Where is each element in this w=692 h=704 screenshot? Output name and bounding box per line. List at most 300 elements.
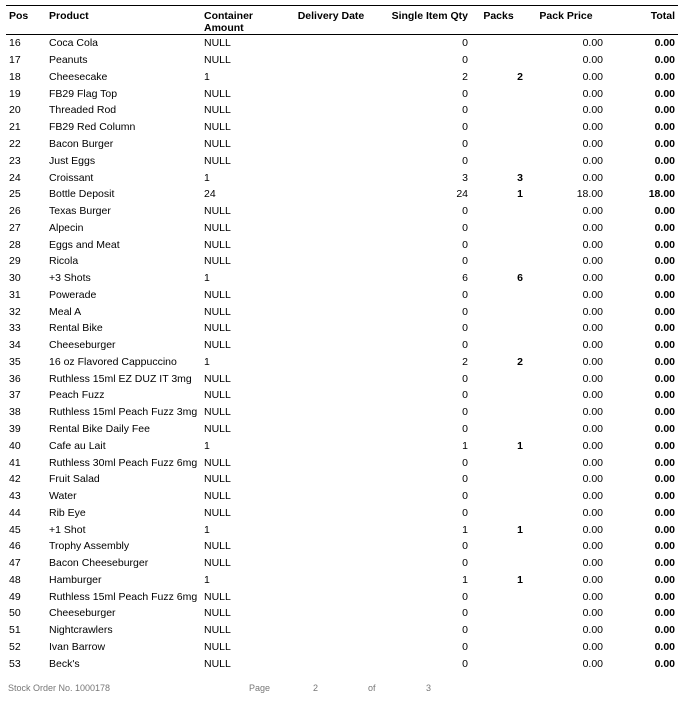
cell-pos: 41 bbox=[9, 456, 21, 469]
table-row bbox=[6, 454, 678, 471]
col-header-pos: Pos bbox=[6, 6, 46, 35]
cell-pack-price: 0.00 bbox=[582, 221, 603, 234]
cell-product: Croissant bbox=[49, 171, 94, 184]
cell-single-item-qty: 0 bbox=[462, 54, 468, 67]
cell-single-item-qty: 0 bbox=[462, 657, 468, 670]
cell-pack-price: 0.00 bbox=[582, 87, 603, 100]
cell-packs bbox=[471, 454, 526, 471]
cell-pack-price: 0.00 bbox=[582, 70, 603, 83]
cell-packs bbox=[471, 303, 526, 320]
cell-total: 0.00 bbox=[654, 439, 675, 452]
cell-packs bbox=[471, 538, 526, 555]
cell-pack-price: 0.00 bbox=[582, 473, 603, 486]
cell-product: Cheeseburger bbox=[49, 339, 116, 352]
table-row bbox=[6, 504, 678, 521]
table-row bbox=[6, 320, 678, 337]
table-row bbox=[6, 622, 678, 639]
cell-single-item-qty: 0 bbox=[462, 137, 468, 150]
cell-pos: 22 bbox=[9, 137, 21, 150]
cell-total: 0.00 bbox=[654, 205, 675, 218]
cell-pos: 26 bbox=[9, 205, 21, 218]
cell-packs bbox=[471, 85, 526, 102]
cell-pack-price: 0.00 bbox=[582, 171, 603, 184]
cell-pack-price: 0.00 bbox=[582, 288, 603, 301]
cell-single-item-qty: 0 bbox=[462, 540, 468, 553]
cell-delivery-date bbox=[291, 186, 371, 203]
cell-pack-price: 0.00 bbox=[582, 255, 603, 268]
table-row bbox=[6, 169, 678, 186]
col-header-total: Total bbox=[606, 6, 678, 35]
cell-packs bbox=[471, 286, 526, 303]
cell-pos: 42 bbox=[9, 473, 21, 486]
cell-single-item-qty: 24 bbox=[456, 188, 468, 201]
cell-total: 0.00 bbox=[654, 137, 675, 150]
cell-product: Meal A bbox=[49, 305, 82, 318]
cell-pack-price: 0.00 bbox=[582, 506, 603, 519]
cell-delivery-date bbox=[291, 136, 371, 153]
cell-pos: 49 bbox=[9, 590, 21, 603]
cell-container-amount: NULL bbox=[204, 406, 231, 419]
cell-single-item-qty: 0 bbox=[462, 456, 468, 469]
cell-pack-price: 0.00 bbox=[582, 389, 603, 402]
table-row bbox=[6, 186, 678, 203]
cell-delivery-date bbox=[291, 555, 371, 572]
cell-packs bbox=[471, 421, 526, 438]
table-row bbox=[6, 521, 678, 538]
cell-single-item-qty: 0 bbox=[462, 389, 468, 402]
cell-pack-price: 0.00 bbox=[582, 372, 603, 385]
cell-single-item-qty: 0 bbox=[462, 288, 468, 301]
cell-total: 0.00 bbox=[654, 87, 675, 100]
cell-pos: 18 bbox=[9, 70, 21, 83]
cell-pos: 51 bbox=[9, 624, 21, 637]
cell-delivery-date bbox=[291, 639, 371, 656]
table-row bbox=[6, 471, 678, 488]
cell-container-amount: 24 bbox=[204, 188, 216, 201]
cell-delivery-date bbox=[291, 370, 371, 387]
cell-pos: 35 bbox=[9, 355, 21, 368]
cell-pack-price: 0.00 bbox=[582, 540, 603, 553]
table-row bbox=[6, 85, 678, 102]
cell-pos: 52 bbox=[9, 640, 21, 653]
cell-single-item-qty: 0 bbox=[462, 490, 468, 503]
cell-container-amount: NULL bbox=[204, 372, 231, 385]
cell-delivery-date bbox=[291, 169, 371, 186]
cell-total: 0.00 bbox=[654, 540, 675, 553]
cell-single-item-qty: 2 bbox=[462, 70, 468, 83]
cell-pack-price: 0.00 bbox=[582, 557, 603, 570]
cell-single-item-qty: 0 bbox=[462, 322, 468, 335]
cell-pack-price: 0.00 bbox=[582, 322, 603, 335]
cell-single-item-qty: 0 bbox=[462, 121, 468, 134]
cell-pos: 32 bbox=[9, 305, 21, 318]
cell-pos: 23 bbox=[9, 154, 21, 167]
table-row bbox=[6, 488, 678, 505]
cell-pos: 37 bbox=[9, 389, 21, 402]
cell-pos: 25 bbox=[9, 188, 21, 201]
cell-delivery-date bbox=[291, 219, 371, 236]
cell-product: Hamburger bbox=[49, 573, 102, 586]
cell-container-amount: NULL bbox=[204, 87, 231, 100]
table-row bbox=[6, 236, 678, 253]
cell-container-amount: NULL bbox=[204, 205, 231, 218]
col-header-container-amount: Container Amount bbox=[201, 6, 291, 35]
cell-single-item-qty: 1 bbox=[462, 573, 468, 586]
cell-delivery-date bbox=[291, 354, 371, 371]
cell-product: Just Eggs bbox=[49, 154, 96, 167]
cell-single-item-qty: 0 bbox=[462, 339, 468, 352]
col-header-delivery-date: Delivery Date bbox=[291, 6, 371, 35]
cell-pos: 47 bbox=[9, 557, 21, 570]
cell-pack-price: 0.00 bbox=[582, 205, 603, 218]
cell-delivery-date bbox=[291, 622, 371, 639]
cell-total: 0.00 bbox=[654, 154, 675, 167]
cell-pack-price: 0.00 bbox=[582, 104, 603, 117]
cell-pack-price: 0.00 bbox=[582, 305, 603, 318]
cell-total: 0.00 bbox=[654, 70, 675, 83]
table-row bbox=[6, 354, 678, 371]
cell-pack-price: 0.00 bbox=[582, 590, 603, 603]
table-row bbox=[6, 538, 678, 555]
table-row bbox=[6, 370, 678, 387]
cell-total: 18.00 bbox=[648, 188, 675, 201]
cell-packs: 6 bbox=[517, 272, 523, 285]
cell-pos: 16 bbox=[9, 37, 21, 50]
cell-container-amount: NULL bbox=[204, 238, 231, 251]
cell-pos: 31 bbox=[9, 288, 21, 301]
cell-product: Trophy Assembly bbox=[49, 540, 130, 553]
cell-product: FB29 Flag Top bbox=[49, 87, 118, 100]
cell-pos: 45 bbox=[9, 523, 21, 536]
cell-container-amount: NULL bbox=[204, 490, 231, 503]
order-items-table bbox=[6, 5, 678, 672]
table-row bbox=[6, 437, 678, 454]
cell-delivery-date bbox=[291, 286, 371, 303]
cell-pack-price: 0.00 bbox=[582, 238, 603, 251]
cell-pos: 43 bbox=[9, 490, 21, 503]
cell-total: 0.00 bbox=[654, 506, 675, 519]
cell-packs: 2 bbox=[517, 70, 523, 83]
cell-total: 0.00 bbox=[654, 406, 675, 419]
cell-product: +3 Shots bbox=[49, 272, 91, 285]
cell-pos: 36 bbox=[9, 372, 21, 385]
cell-pack-price: 0.00 bbox=[582, 657, 603, 670]
cell-product: Bottle Deposit bbox=[49, 188, 115, 201]
cell-packs bbox=[471, 622, 526, 639]
page-number: 2 bbox=[313, 683, 319, 693]
cell-single-item-qty: 1 bbox=[462, 523, 468, 536]
cell-delivery-date bbox=[291, 52, 371, 69]
cell-product: Texas Burger bbox=[49, 205, 111, 218]
cell-single-item-qty: 0 bbox=[462, 87, 468, 100]
cell-pos: 34 bbox=[9, 339, 21, 352]
cell-delivery-date bbox=[291, 538, 371, 555]
table-row bbox=[6, 605, 678, 622]
of-label: of bbox=[368, 683, 376, 693]
cell-total: 0.00 bbox=[654, 657, 675, 670]
cell-pack-price: 0.00 bbox=[582, 607, 603, 620]
cell-pos: 44 bbox=[9, 506, 21, 519]
cell-delivery-date bbox=[291, 85, 371, 102]
cell-pack-price: 18.00 bbox=[576, 188, 603, 201]
table-row bbox=[6, 119, 678, 136]
cell-total: 0.00 bbox=[654, 640, 675, 653]
cell-product: Cheesecake bbox=[49, 70, 108, 83]
cell-packs bbox=[471, 136, 526, 153]
cell-pack-price: 0.00 bbox=[582, 272, 603, 285]
cell-single-item-qty: 0 bbox=[462, 590, 468, 603]
cell-product: Cafe au Lait bbox=[49, 439, 106, 452]
cell-container-amount: NULL bbox=[204, 624, 231, 637]
cell-product: Powerade bbox=[49, 288, 97, 301]
cell-total: 0.00 bbox=[654, 171, 675, 184]
cell-delivery-date bbox=[291, 471, 371, 488]
cell-packs bbox=[471, 119, 526, 136]
page-footer bbox=[8, 683, 688, 697]
cell-product: Coca Cola bbox=[49, 37, 99, 50]
cell-total: 0.00 bbox=[654, 389, 675, 402]
table-row bbox=[6, 69, 678, 86]
cell-pos: 24 bbox=[9, 171, 21, 184]
cell-container-amount: NULL bbox=[204, 305, 231, 318]
cell-packs bbox=[471, 605, 526, 622]
table-row bbox=[6, 639, 678, 656]
cell-product: +1 Shot bbox=[49, 523, 86, 536]
table-row bbox=[6, 136, 678, 153]
cell-packs bbox=[471, 370, 526, 387]
cell-pack-price: 0.00 bbox=[582, 624, 603, 637]
cell-packs bbox=[471, 35, 526, 52]
cell-pos: 38 bbox=[9, 406, 21, 419]
cell-total: 0.00 bbox=[654, 255, 675, 268]
cell-delivery-date bbox=[291, 152, 371, 169]
cell-container-amount: NULL bbox=[204, 540, 231, 553]
cell-packs: 1 bbox=[517, 573, 523, 586]
cell-delivery-date bbox=[291, 270, 371, 287]
cell-pos: 48 bbox=[9, 573, 21, 586]
cell-container-amount: NULL bbox=[204, 456, 231, 469]
cell-container-amount: 1 bbox=[204, 355, 210, 368]
table-row bbox=[6, 219, 678, 236]
table-row bbox=[6, 555, 678, 572]
cell-total: 0.00 bbox=[654, 37, 675, 50]
cell-container-amount: 1 bbox=[204, 439, 210, 452]
cell-delivery-date bbox=[291, 203, 371, 220]
cell-pack-price: 0.00 bbox=[582, 339, 603, 352]
cell-container-amount: NULL bbox=[204, 121, 231, 134]
cell-delivery-date bbox=[291, 35, 371, 52]
cell-pack-price: 0.00 bbox=[582, 121, 603, 134]
col-header-packs: Packs bbox=[471, 6, 526, 35]
cell-packs: 1 bbox=[517, 439, 523, 452]
cell-single-item-qty: 0 bbox=[462, 506, 468, 519]
cell-container-amount: NULL bbox=[204, 590, 231, 603]
cell-delivery-date bbox=[291, 421, 371, 438]
stock-order-number: Stock Order No. 1000178 bbox=[8, 683, 111, 693]
cell-container-amount: NULL bbox=[204, 288, 231, 301]
cell-delivery-date bbox=[291, 404, 371, 421]
cell-single-item-qty: 0 bbox=[462, 372, 468, 385]
cell-product: FB29 Red Column bbox=[49, 121, 136, 134]
table-row bbox=[6, 102, 678, 119]
cell-total: 0.00 bbox=[654, 490, 675, 503]
cell-container-amount: 1 bbox=[204, 171, 210, 184]
cell-delivery-date bbox=[291, 572, 371, 589]
cell-packs bbox=[471, 102, 526, 119]
cell-delivery-date bbox=[291, 102, 371, 119]
cell-delivery-date bbox=[291, 236, 371, 253]
cell-packs: 1 bbox=[517, 188, 523, 201]
table-row bbox=[6, 655, 678, 672]
table-header bbox=[6, 6, 678, 35]
cell-container-amount: NULL bbox=[204, 640, 231, 653]
cell-pack-price: 0.00 bbox=[582, 573, 603, 586]
cell-total: 0.00 bbox=[654, 372, 675, 385]
cell-product: Rib Eye bbox=[49, 506, 86, 519]
cell-single-item-qty: 0 bbox=[462, 557, 468, 570]
cell-product: Ruthless 30ml Peach Fuzz 6mg bbox=[49, 456, 198, 469]
cell-total: 0.00 bbox=[654, 422, 675, 435]
cell-single-item-qty: 0 bbox=[462, 422, 468, 435]
cell-packs bbox=[471, 387, 526, 404]
cell-delivery-date bbox=[291, 437, 371, 454]
table-row bbox=[6, 588, 678, 605]
cell-packs bbox=[471, 471, 526, 488]
cell-container-amount: NULL bbox=[204, 137, 231, 150]
cell-packs bbox=[471, 639, 526, 656]
cell-container-amount: NULL bbox=[204, 221, 231, 234]
cell-delivery-date bbox=[291, 337, 371, 354]
table-row bbox=[6, 421, 678, 438]
cell-pack-price: 0.00 bbox=[582, 523, 603, 536]
cell-delivery-date bbox=[291, 69, 371, 86]
cell-delivery-date bbox=[291, 119, 371, 136]
cell-single-item-qty: 0 bbox=[462, 305, 468, 318]
cell-pack-price: 0.00 bbox=[582, 439, 603, 452]
cell-total: 0.00 bbox=[654, 339, 675, 352]
cell-packs: 3 bbox=[517, 171, 523, 184]
cell-total: 0.00 bbox=[654, 288, 675, 301]
cell-delivery-date bbox=[291, 521, 371, 538]
table-row bbox=[6, 203, 678, 220]
cell-pack-price: 0.00 bbox=[582, 490, 603, 503]
cell-packs bbox=[471, 152, 526, 169]
cell-packs bbox=[471, 337, 526, 354]
cell-product: Ruthless 15ml Peach Fuzz 6mg bbox=[49, 590, 198, 603]
cell-total: 0.00 bbox=[654, 272, 675, 285]
cell-container-amount: 1 bbox=[204, 272, 210, 285]
table-body bbox=[6, 35, 678, 673]
cell-product: Water bbox=[49, 490, 77, 503]
cell-pos: 39 bbox=[9, 422, 21, 435]
cell-product: Ivan Barrow bbox=[49, 640, 106, 653]
table-row bbox=[6, 337, 678, 354]
cell-container-amount: NULL bbox=[204, 54, 231, 67]
cell-container-amount: NULL bbox=[204, 389, 231, 402]
cell-container-amount: 1 bbox=[204, 70, 210, 83]
cell-pos: 27 bbox=[9, 221, 21, 234]
cell-pos: 46 bbox=[9, 540, 21, 553]
cell-product: Eggs and Meat bbox=[49, 238, 120, 251]
table-row bbox=[6, 404, 678, 421]
cell-container-amount: NULL bbox=[204, 657, 231, 670]
cell-total: 0.00 bbox=[654, 355, 675, 368]
cell-packs bbox=[471, 219, 526, 236]
cell-packs bbox=[471, 253, 526, 270]
cell-single-item-qty: 0 bbox=[462, 221, 468, 234]
cell-pack-price: 0.00 bbox=[582, 54, 603, 67]
cell-delivery-date bbox=[291, 320, 371, 337]
table-row bbox=[6, 52, 678, 69]
cell-pack-price: 0.00 bbox=[582, 640, 603, 653]
cell-delivery-date bbox=[291, 605, 371, 622]
cell-packs bbox=[471, 52, 526, 69]
cell-packs: 2 bbox=[517, 355, 523, 368]
cell-product: Peanuts bbox=[49, 54, 88, 67]
cell-single-item-qty: 2 bbox=[462, 355, 468, 368]
cell-container-amount: NULL bbox=[204, 339, 231, 352]
cell-total: 0.00 bbox=[654, 221, 675, 234]
cell-pack-price: 0.00 bbox=[582, 154, 603, 167]
cell-container-amount: NULL bbox=[204, 557, 231, 570]
cell-total: 0.00 bbox=[654, 473, 675, 486]
cell-container-amount: NULL bbox=[204, 37, 231, 50]
cell-delivery-date bbox=[291, 588, 371, 605]
cell-product: Ricola bbox=[49, 255, 79, 268]
cell-total: 0.00 bbox=[654, 573, 675, 586]
cell-total: 0.00 bbox=[654, 590, 675, 603]
cell-pos: 19 bbox=[9, 87, 21, 100]
cell-product: Fruit Salad bbox=[49, 473, 100, 486]
cell-pos: 30 bbox=[9, 272, 21, 285]
cell-product: Threaded Rod bbox=[49, 104, 117, 117]
cell-container-amount: NULL bbox=[204, 473, 231, 486]
cell-pos: 28 bbox=[9, 238, 21, 251]
cell-pos: 29 bbox=[9, 255, 21, 268]
cell-product: Peach Fuzz bbox=[49, 389, 105, 402]
cell-single-item-qty: 0 bbox=[462, 205, 468, 218]
cell-single-item-qty: 0 bbox=[462, 154, 468, 167]
cell-packs bbox=[471, 655, 526, 672]
cell-pos: 40 bbox=[9, 439, 21, 452]
cell-delivery-date bbox=[291, 454, 371, 471]
cell-product: Ruthless 15ml EZ DUZ IT 3mg bbox=[49, 372, 192, 385]
col-header-product: Product bbox=[46, 6, 201, 35]
cell-pack-price: 0.00 bbox=[582, 422, 603, 435]
cell-packs bbox=[471, 236, 526, 253]
cell-container-amount: NULL bbox=[204, 506, 231, 519]
table-row bbox=[6, 253, 678, 270]
cell-total: 0.00 bbox=[654, 607, 675, 620]
cell-delivery-date bbox=[291, 655, 371, 672]
cell-pack-price: 0.00 bbox=[582, 137, 603, 150]
cell-single-item-qty: 0 bbox=[462, 624, 468, 637]
cell-single-item-qty: 0 bbox=[462, 238, 468, 251]
cell-total: 0.00 bbox=[654, 456, 675, 469]
cell-product: Rental Bike Daily Fee bbox=[49, 422, 150, 435]
cell-single-item-qty: 0 bbox=[462, 37, 468, 50]
cell-product: Cheeseburger bbox=[49, 607, 116, 620]
cell-product: Rental Bike bbox=[49, 322, 103, 335]
cell-product: 16 oz Flavored Cappuccino bbox=[49, 355, 177, 368]
cell-total: 0.00 bbox=[654, 624, 675, 637]
cell-pack-price: 0.00 bbox=[582, 456, 603, 469]
cell-container-amount: NULL bbox=[204, 255, 231, 268]
table-row bbox=[6, 572, 678, 589]
cell-single-item-qty: 6 bbox=[462, 272, 468, 285]
cell-product: Bacon Cheeseburger bbox=[49, 557, 149, 570]
cell-container-amount: NULL bbox=[204, 422, 231, 435]
